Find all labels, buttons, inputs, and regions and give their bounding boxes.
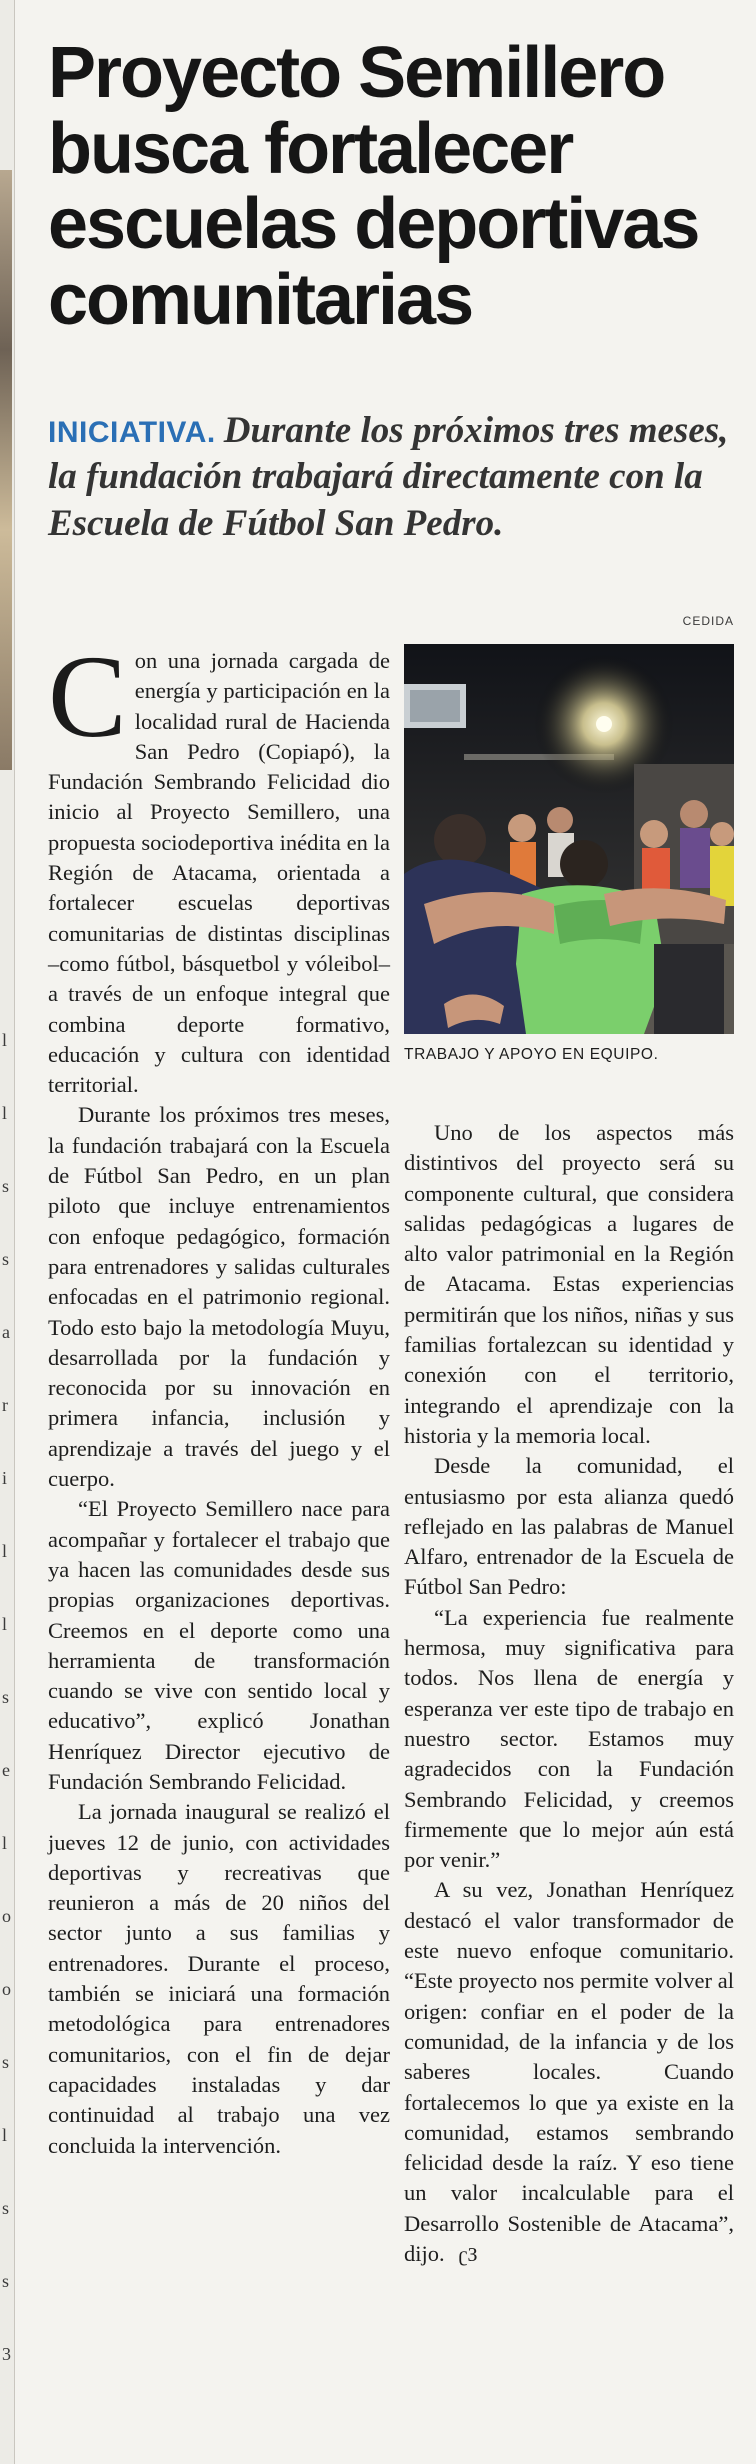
adjacent-text-fragment: e [2, 1760, 10, 1780]
body-paragraph-4: La jornada inaugural se realizó el jueves 12 de junio, con actividades deportivas y recreativas que reunieron a más de 20 niños del sector junto a sus familias y entrenadores. Durante el proceso, también se iniciará una formación metodológica para entrenadores comunitarios, con el fin de dejar capacidades instaladas y dar continuidad al trabajo una vez concluida la intervención. [48, 1799, 390, 2158]
body-paragraph-1 [48, 631, 390, 1100]
photo-caption: TRABAJO Y APOYO EN EQUIPO. [404, 1046, 659, 1063]
lead-kicker: INICIATIVA. [48, 416, 216, 449]
adjacent-text-fragment: r [2, 1395, 8, 1415]
body-paragraph-6: Desde la comunidad, el entusiasmo por esta alianza quedó reflejado en las palabras de Manuel Alfaro, entrenador de la Escuela de Fútbol San Pedro: [404, 1453, 734, 1600]
adjacent-article-edge [0, 0, 15, 2464]
headline: Proyecto Semillero busca fortalecer escuelas deportivas comunitarias [48, 33, 699, 340]
photo-credit: CEDIDA [682, 614, 734, 628]
dropcap: C [48, 631, 127, 762]
adjacent-text-fragment: o [2, 1979, 11, 1999]
adjacent-text-fragment: l [2, 1030, 8, 1050]
adjacent-text-fragment: s [2, 2198, 10, 2218]
body-text-8: A su vez, Jonathan Henríquez destacó el valor transformador de este nuevo enfoque comunitario. “Este proyecto nos permite volver al origen: confiar en el poder de la comunidad, de la infancia y de los saberes locales. Cuando fortalecemos lo que ya existe en la comunidad, estamos sembrando felicidad desde la raíz. Y eso tiene un valor incalculable para el Desarrollo Sostenible de Atacama”, dijo. [404, 1877, 734, 2266]
body-text-1: on una jornada cargada de energía y participación en la localidad rural de Hacienda San Pedro (Copiapó), la Fundación Sembrando Felicidad dio inicio al Proyecto Semillero, una propuesta sociodeportiva inédita en la Región de Atacama, orientada a fortalecer escuelas deportivas comunitarias de distintas disciplinas –como fútbol, básquetbol y vóleibol– a través de un enfoque integral que combina deporte formativo, educación y cultura con identidad territorial. [48, 648, 390, 1098]
adjacent-text-fragment: i [2, 1468, 8, 1488]
adjacent-text-fragment: 3 [2, 2344, 11, 2364]
adjacent-text-fragment: l [2, 1833, 8, 1853]
adjacent-text-fragment: l [2, 1614, 8, 1634]
photo-illustration [404, 644, 734, 1034]
body-paragraph-3: “El Proyecto Semillero nace para acompañar y fortalecer el trabajo que ya hacen las comunidades desde sus propias organizaciones deportivas. Creemos en el deporte como una herramienta de transformación cuando se vive con sentido local y educativo”, explicó Jonathan Henríquez Director ejecutivo de Fundación Sembrando Felicidad. [48, 1496, 390, 1794]
adjacent-text-fragment: s [2, 1176, 10, 1196]
body-column-left [48, 631, 390, 2161]
adjacent-text-fragment: s [2, 2052, 10, 2072]
adjacent-text-fragment: s [2, 1249, 10, 1269]
lead-paragraph [48, 408, 738, 547]
adjacent-text-fragment: s [2, 1687, 10, 1707]
adjacent-text-fragment: a [2, 1322, 10, 1342]
adjacent-text-fragment: l [2, 2125, 8, 2145]
body-paragraph-8 [404, 1875, 734, 2270]
adjacent-photo-fragment [0, 170, 12, 770]
adjacent-text-fragment: l [2, 1541, 8, 1561]
body-column-right [404, 1118, 734, 2270]
body-paragraph-5: Uno de los aspectos más distintivos del proyecto será su componente cultural, que considera salidas pedagógicas a lugares de alto valor patrimonial en la Región de Atacama. Estas experiencias permitirán que los niños, niñas y sus familias fortalezcan su identidad y conexión con el territorio, integrando el aprendizaje con la historia y la memoria local. [404, 1120, 734, 1448]
lead-text: Durante los próximos tres meses, la fundación trabajará directamente con la Escuela de Fútbol San Pedro. [48, 410, 729, 544]
body-paragraph-7: “La experiencia fue realmente hermosa, muy significativa para todos. Nos llena de energía y esperanza ver este tipo de trabajo en nuestro sector. Estamos muy agradecidos con la Fundación Sembrando Felicidad, y creemos firmemente que lo mejor aún está por venir.” [404, 1604, 734, 1873]
adjacent-text-fragment: l [2, 1103, 8, 1123]
article-photo [404, 644, 734, 1034]
body-paragraph-2: Durante los próximos tres meses, la fundación trabajará con la Escuela de Fútbol San Pedro, en un plan piloto que incluye entrenamientos con enfoque pedagógico, formación para entrenadores y salidas culturales enfocadas en el patrimonio regional. Todo esto bajo la metodología Muyu, desarrollada por la fundación y reconocida por su innovación en primera infancia, inclusión y aprendizaje a través del juego y el cuerpo. [48, 1102, 390, 1492]
end-of-article-mark: ʗЗ [458, 2243, 478, 2266]
adjacent-text-fragment: s [2, 2271, 10, 2291]
adjacent-text-fragment: o [2, 1906, 11, 1926]
